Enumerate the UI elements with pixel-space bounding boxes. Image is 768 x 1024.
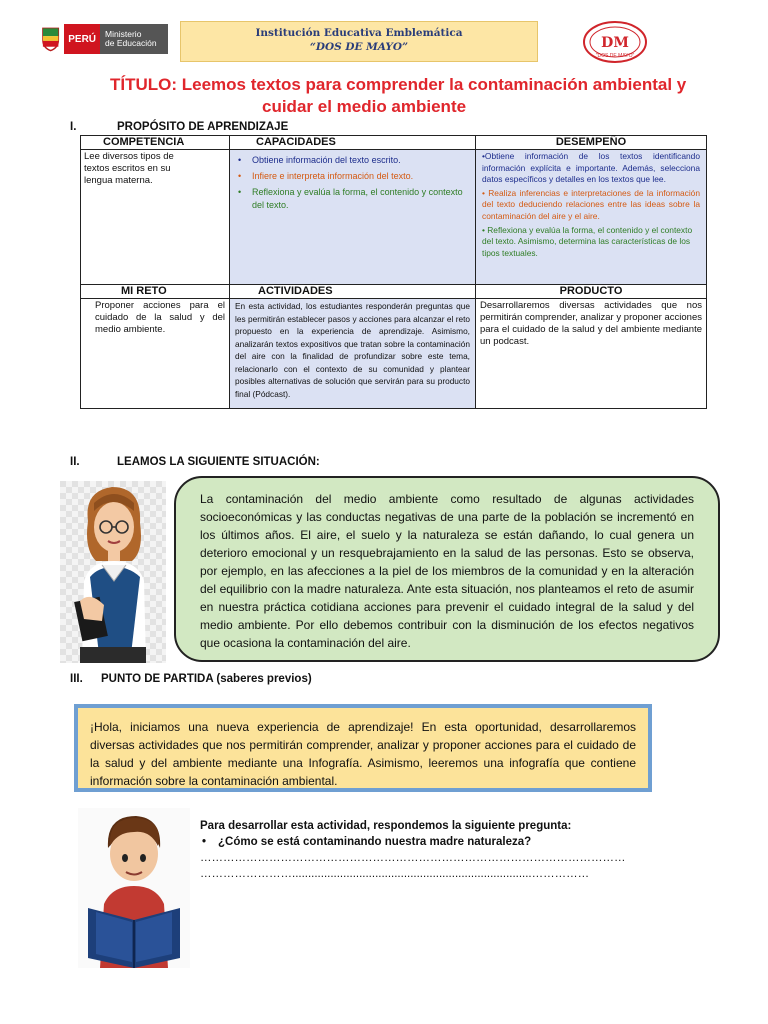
header-producto: PRODUCTO [476, 285, 707, 299]
page-title: TÍTULO: Leemos textos para comprender la contaminación ambiental y cuidar el medio ambiente [110, 75, 687, 116]
table-row [81, 150, 707, 285]
table-header-row [81, 285, 707, 299]
peru-shield-icon [40, 26, 61, 52]
purpose-table [80, 135, 707, 409]
ministry-logo [40, 22, 168, 56]
reading-student-illustration-icon [78, 808, 190, 968]
school-logo-icon [582, 20, 648, 64]
situation-text: La contaminación del medio ambiente como resultado de algunas actividades socioeconómicas y las conductas negativas de una parte de la población se incrementó en los últimos años. El aire, el suelo y la naturaleza se están dañando, lo cual genera un deterioro emocional y un resquebrajamiento en la salud de las personas. Esto se observa, por ejemplo, en las afecciones a la piel de los miembros de la comunidad y en la alteración del equilibrio con la madre naturaleza. Ante esta situación, nos planteamos el reto de asumir en nuestra práctica cotidiana acciones para prevenir el cuidado integral de la salud y del medio ambiente. Por ello debemos contribuir con la disminución de los efectos negativos que ocasiona la contaminación del aire. [200, 492, 694, 650]
capacidad-item: • Reflexiona y evalúa la forma, el contenido y contexto del texto. [230, 186, 475, 212]
desempeno-item: • Reflexiona y evalúa la forma, el contenido y el contexto del texto. Asimismo, determina las características de los tipos textuales. [482, 224, 693, 258]
ministry-label: Ministerio de Educación [100, 24, 168, 54]
desempeno-item: • Realiza inferencias e interpretaciones de la información del texto deduciendo relaciones entre las ideas sobre la contaminación del aire y el aire. [482, 187, 700, 221]
capacidad-item: • Obtiene información del texto escrito. [230, 154, 475, 167]
header-reto: MI RETO [81, 285, 230, 299]
desempeno-item: •Obtiene información de los textos identificando información explícita e importante. Además, selecciona datos específicos y detalles en los textos que lee. [482, 151, 700, 185]
reto-text: Proponer acciones para el cuidado de la salud y del medio ambiente. [95, 300, 225, 335]
situation-box [174, 476, 720, 662]
svg-text:"DOS DE MAYO": "DOS DE MAYO" [595, 53, 635, 59]
institution-name: Institución Educativa Emblemática [255, 27, 463, 39]
header-desempeno: DESEMPEÑO [476, 136, 707, 150]
table-header-row [81, 136, 707, 150]
producto-text: Desarrollaremos diversas actividades que nos permitirán comprender, analizar y proponer acciones para el cuidado de la salud y del ambiente mediante un podcast. [480, 300, 702, 347]
header-actividades: ACTIVIDADES [230, 285, 476, 299]
answer-line[interactable]: ………………………………………………………………………………………………… [200, 852, 626, 864]
answer-line[interactable]: ……………………...........................................................................…………… [200, 868, 590, 880]
svg-text:DM: DM [601, 35, 629, 51]
intro-box [74, 704, 652, 792]
header-capacidades: CAPACIDADES [230, 136, 476, 150]
intro-text: ¡Hola, iniciamos una nueva experiencia de aprendizaje! En esta oportunidad, desarrollaremos diversas actividades que nos permitirán comprender, analizar y proponer acciones para el cuidado de la salud y del ambiente mediante una Infografía. Asimismo, leeremos una infografía que contiene información sobre la contaminación ambiental. [90, 720, 636, 788]
actividades-text: En esta actividad, los estudiantes responderán preguntas que les permitirán establecer pasos y acciones para alcanzar el reto propuesto en la experiencia de aprendizaje. Asimismo, analizarán textos expositivos que tratan sobre la contaminación del aire con la finalidad de profundizar sobre este tema, relacionarlo con el contexto de su comunidad y plantear posibles alternativas de solución que servirán para su producto final (Pódcast). [235, 301, 470, 399]
competencia-text: Lee diversos tipos de textos escritos en su lengua materna. [84, 151, 174, 186]
question-block [200, 818, 690, 882]
institution-subname: “DOS DE MAYO” [309, 41, 409, 53]
question-item: • ¿Cómo se está contaminando nuestra madre naturaleza? [202, 836, 532, 848]
capacidad-item: • Infiere e interpreta información del texto. [230, 170, 475, 183]
institution-banner [180, 21, 538, 62]
teacher-illustration-icon [60, 481, 166, 663]
table-row [81, 299, 707, 409]
peru-label: PERÚ [64, 24, 100, 54]
header-competencia: COMPETENCIA [81, 136, 230, 150]
question-intro: Para desarrollar esta actividad, respondemos la siguiente pregunta: [200, 820, 572, 832]
